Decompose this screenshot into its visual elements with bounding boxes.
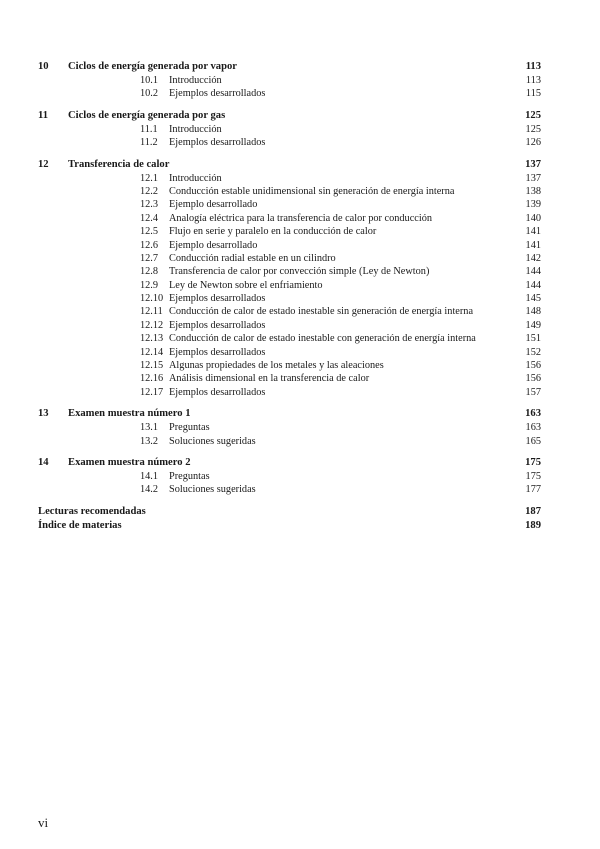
section-entry xyxy=(38,386,541,399)
section-title: Análisis dimensional en la transferencia de calor xyxy=(169,373,370,385)
section-entry xyxy=(38,225,541,238)
chapter-page: 137 xyxy=(525,158,541,170)
section-number: 12.3 xyxy=(140,199,159,211)
chapter-page: 125 xyxy=(525,109,541,121)
section-page: 156 xyxy=(525,360,541,372)
section-number: 12.8 xyxy=(140,266,159,278)
chapter-heading xyxy=(38,456,541,470)
section-entry xyxy=(38,123,541,136)
section-number: 12.14 xyxy=(140,346,164,358)
section-page: 152 xyxy=(525,346,541,358)
section-title: Analogía eléctrica para la transferencia de calor por conducción xyxy=(169,212,432,224)
section-number: 12.13 xyxy=(140,333,164,345)
section-title: Soluciones sugeridas xyxy=(169,484,256,496)
chapter-title: Examen muestra número 2 xyxy=(68,456,191,468)
section-page: 175 xyxy=(525,470,541,482)
chapter-title: Examen muestra número 1 xyxy=(68,408,191,420)
chapter-number: 14 xyxy=(38,456,49,468)
section-page: 144 xyxy=(525,279,541,291)
table-of-contents xyxy=(38,60,541,533)
section-number: 12.10 xyxy=(140,293,164,305)
section-number: 13.1 xyxy=(140,422,159,434)
chapter-13 xyxy=(38,407,541,448)
back-matter-page: 187 xyxy=(525,505,541,517)
section-page: 137 xyxy=(525,172,541,184)
section-number: 11.2 xyxy=(140,137,158,149)
section-entry xyxy=(38,435,541,448)
section-page: 163 xyxy=(525,422,541,434)
section-page: 139 xyxy=(525,199,541,211)
section-title: Introducción xyxy=(169,172,222,184)
back-matter-entry xyxy=(38,519,541,533)
section-page: 140 xyxy=(525,212,541,224)
section-page: 157 xyxy=(525,386,541,398)
section-entry xyxy=(38,212,541,225)
page-number: vi xyxy=(38,815,49,830)
section-title: Ejemplos desarrollados xyxy=(169,88,266,100)
section-number: 12.17 xyxy=(140,386,164,398)
chapter-page: 163 xyxy=(525,408,541,420)
section-number: 12.12 xyxy=(140,319,164,331)
section-title: Ejemplo desarrollado xyxy=(169,239,258,251)
section-page: 149 xyxy=(525,319,541,331)
section-title: Ejemplos desarrollados xyxy=(169,386,266,398)
chapter-number: 10 xyxy=(38,61,49,72)
section-entry xyxy=(38,470,541,483)
section-entry xyxy=(38,239,541,252)
section-title: Algunas propiedades de los metales y las aleaciones xyxy=(169,360,384,372)
section-entry xyxy=(38,421,541,434)
section-page: 148 xyxy=(525,306,541,318)
section-entry xyxy=(38,332,541,345)
section-page: 115 xyxy=(525,88,541,100)
section-page: 141 xyxy=(525,226,541,238)
section-number: 13.2 xyxy=(140,435,159,447)
section-title: Ejemplos desarrollados xyxy=(169,319,266,331)
chapter-title: Ciclos de energía generada por vapor xyxy=(68,61,237,72)
section-entry xyxy=(38,185,541,198)
section-title: Ley de Newton sobre el enfriamiento xyxy=(169,279,323,291)
back-matter-page: 189 xyxy=(525,519,541,531)
section-page: 138 xyxy=(525,185,541,197)
section-entry xyxy=(38,198,541,211)
section-title: Ejemplos desarrollados xyxy=(169,137,266,149)
chapter-title: Ciclos de energía generada por gas xyxy=(68,109,226,121)
chapter-page: 175 xyxy=(525,456,541,468)
section-number: 14.2 xyxy=(140,484,159,496)
section-page: 113 xyxy=(525,75,541,86)
section-entry xyxy=(38,252,541,265)
chapter-10 xyxy=(38,60,541,101)
chapter-heading xyxy=(38,109,541,123)
section-entry xyxy=(38,74,541,87)
section-title: Introducción xyxy=(169,75,222,86)
section-title: Transferencia de calor por convección simple (Ley de Newton) xyxy=(169,266,430,278)
section-entry xyxy=(38,372,541,385)
back-matter xyxy=(38,505,541,533)
chapter-number: 13 xyxy=(38,408,49,420)
section-number: 12.7 xyxy=(140,252,159,264)
section-page: 126 xyxy=(525,137,541,149)
section-number: 12.6 xyxy=(140,239,159,251)
chapter-title: Transferencia de calor xyxy=(68,158,170,170)
section-title: Conducción de calor de estado inestable sin generación de energía interna xyxy=(169,306,474,318)
section-number: 12.4 xyxy=(140,212,159,224)
section-page: 177 xyxy=(525,484,541,496)
section-entry xyxy=(38,305,541,318)
chapter-heading xyxy=(38,158,541,172)
section-entry xyxy=(38,136,541,149)
chapter-heading xyxy=(38,60,541,74)
section-number: 12.5 xyxy=(140,226,159,238)
section-title: Ejemplo desarrollado xyxy=(169,199,258,211)
section-number: 10.2 xyxy=(140,88,159,100)
chapter-heading xyxy=(38,407,541,421)
section-title: Ejemplos desarrollados xyxy=(169,346,266,358)
section-title: Conducción de calor de estado inestable con generación de energía interna xyxy=(169,333,476,345)
section-entry xyxy=(38,359,541,372)
back-matter-title: Lecturas recomendadas xyxy=(38,505,146,517)
section-number: 12.9 xyxy=(140,279,159,291)
section-title: Preguntas xyxy=(169,470,210,482)
section-page: 151 xyxy=(525,333,541,345)
section-title: Soluciones sugeridas xyxy=(169,435,256,447)
section-entry xyxy=(38,346,541,359)
section-entry xyxy=(38,279,541,292)
section-title: Conducción estable unidimensional sin generación de energía interna xyxy=(169,185,455,197)
chapter-number: 12 xyxy=(38,158,49,170)
section-page: 142 xyxy=(525,252,541,264)
chapter-number: 11 xyxy=(38,109,49,121)
section-page: 156 xyxy=(525,373,541,385)
section-number: 11.1 xyxy=(140,123,158,135)
section-number: 12.15 xyxy=(140,360,164,372)
section-number: 12.16 xyxy=(140,373,164,385)
chapter-11 xyxy=(38,109,541,150)
section-entry xyxy=(38,319,541,332)
section-page: 141 xyxy=(525,239,541,251)
section-entry xyxy=(38,483,541,496)
section-title: Preguntas xyxy=(169,422,210,434)
chapter-14 xyxy=(38,456,541,497)
section-number: 10.1 xyxy=(140,75,159,86)
section-number: 12.2 xyxy=(140,185,159,197)
section-entry xyxy=(38,265,541,278)
back-matter-title: Índice de materias xyxy=(38,519,122,531)
back-matter-entry xyxy=(38,505,541,519)
section-entry xyxy=(38,292,541,305)
section-entry xyxy=(38,172,541,185)
section-title: Flujo en serie y paralelo en la conducción de calor xyxy=(169,226,377,238)
section-number: 14.1 xyxy=(140,470,159,482)
chapter-12 xyxy=(38,158,541,400)
chapter-page: 113 xyxy=(525,61,541,72)
section-page: 125 xyxy=(525,123,541,135)
section-title: Ejemplos desarrollados xyxy=(169,293,266,305)
section-page: 165 xyxy=(525,435,541,447)
section-number: 12.1 xyxy=(140,172,159,184)
section-title: Introducción xyxy=(169,123,222,135)
section-page: 144 xyxy=(525,266,541,278)
section-page: 145 xyxy=(525,293,541,305)
section-entry xyxy=(38,87,541,100)
section-title: Conducción radial estable en un cilindro xyxy=(169,252,336,264)
section-number: 12.11 xyxy=(140,306,163,318)
